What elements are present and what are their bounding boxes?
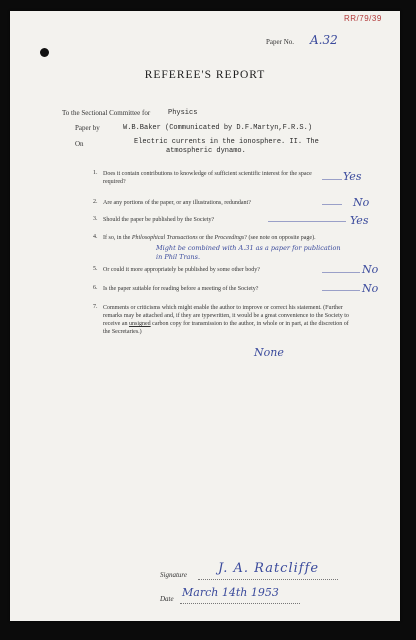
answer-3-line bbox=[268, 221, 346, 222]
on-value-line-1: Electric currents in the ionosphere. II. The bbox=[134, 138, 319, 146]
archive-reference: RR/79/39 bbox=[344, 14, 382, 23]
form-title: REFEREE'S REPORT bbox=[144, 69, 266, 81]
answer-4: Might be combined with A.31 as a paper for publication in Phil Trans. bbox=[156, 244, 341, 261]
signature-line bbox=[198, 579, 338, 580]
date-line bbox=[180, 603, 300, 604]
question-7-number: 7. bbox=[93, 304, 98, 310]
question-4-phil-trans: Philosophical Transactions bbox=[131, 235, 198, 241]
date-label: Date bbox=[160, 595, 174, 603]
question-4-text-a: If so, in the bbox=[103, 235, 132, 241]
question-4-text bbox=[103, 234, 353, 242]
question-3-text: Should the paper be published by the Society? bbox=[103, 217, 215, 223]
signature-label: Signature bbox=[160, 571, 187, 579]
question-4-text-c: or the bbox=[197, 235, 215, 241]
question-7-unsigned: unsigned bbox=[128, 321, 151, 327]
question-7-text bbox=[103, 304, 355, 336]
answer-3: Yes bbox=[350, 214, 369, 227]
answer-6-line bbox=[322, 290, 360, 291]
question-7-text-c: carbon copy for transmission to the author, in whole or in part, at the discretion of the Secretaries.) bbox=[103, 321, 349, 335]
question-5-number: 5. bbox=[93, 266, 98, 272]
question-3-number: 3. bbox=[93, 216, 98, 222]
question-4-number: 4. bbox=[93, 234, 98, 240]
question-4-proceedings: Proceedings bbox=[214, 235, 245, 241]
question-2-number: 2. bbox=[93, 199, 98, 205]
answer-5: No bbox=[362, 263, 379, 276]
committee-value: Physics bbox=[168, 109, 198, 117]
question-5-text: Or could it more appropriately be published by some other body? bbox=[103, 267, 260, 273]
referee-report-form bbox=[10, 11, 400, 621]
answer-1-line bbox=[322, 179, 342, 180]
answer-2-line bbox=[322, 204, 342, 205]
question-7-text-a: Comments or criticisms which might enable the author to improve or correct his statement. (Further remarks may be attached and, if they are typewritten, it would be a great convenience to the Society to receive an bbox=[103, 305, 349, 327]
paper-number-value: A.32 bbox=[310, 33, 338, 47]
paper-by-value: W.B.Baker (Communicated by D.F.Martyn,F.R.S.) bbox=[123, 124, 313, 132]
question-6-text: Is the paper suitable for reading before a meeting of the Society? bbox=[103, 286, 259, 292]
on-value-line-2: atmospheric dynamo. bbox=[166, 147, 246, 155]
question-2-text: Are any portions of the paper, or any illustrations, redundant? bbox=[103, 200, 251, 206]
question-1-text: Does it contain contributions to knowledge of sufficient scientific interest for the space required? bbox=[103, 171, 312, 185]
paper-by-label: Paper by bbox=[75, 124, 100, 132]
answer-6: No bbox=[362, 282, 379, 295]
answer-1: Yes bbox=[343, 170, 362, 183]
on-label: On bbox=[75, 140, 84, 148]
signature-value: J. A. Ratcliffe bbox=[218, 561, 320, 576]
date-value: March 14th 1953 bbox=[182, 586, 279, 599]
answer-5-line bbox=[322, 272, 360, 273]
answer-2: No bbox=[353, 196, 370, 209]
question-6-number: 6. bbox=[93, 285, 98, 291]
paper-number-label: Paper No. bbox=[266, 38, 294, 46]
answer-7: None bbox=[254, 346, 284, 359]
punch-hole bbox=[40, 48, 49, 57]
committee-label: To the Sectional Committee for bbox=[62, 109, 151, 117]
question-1-number: 1. bbox=[93, 170, 98, 176]
question-4-text-e: ? (see note on opposite page). bbox=[244, 235, 316, 241]
